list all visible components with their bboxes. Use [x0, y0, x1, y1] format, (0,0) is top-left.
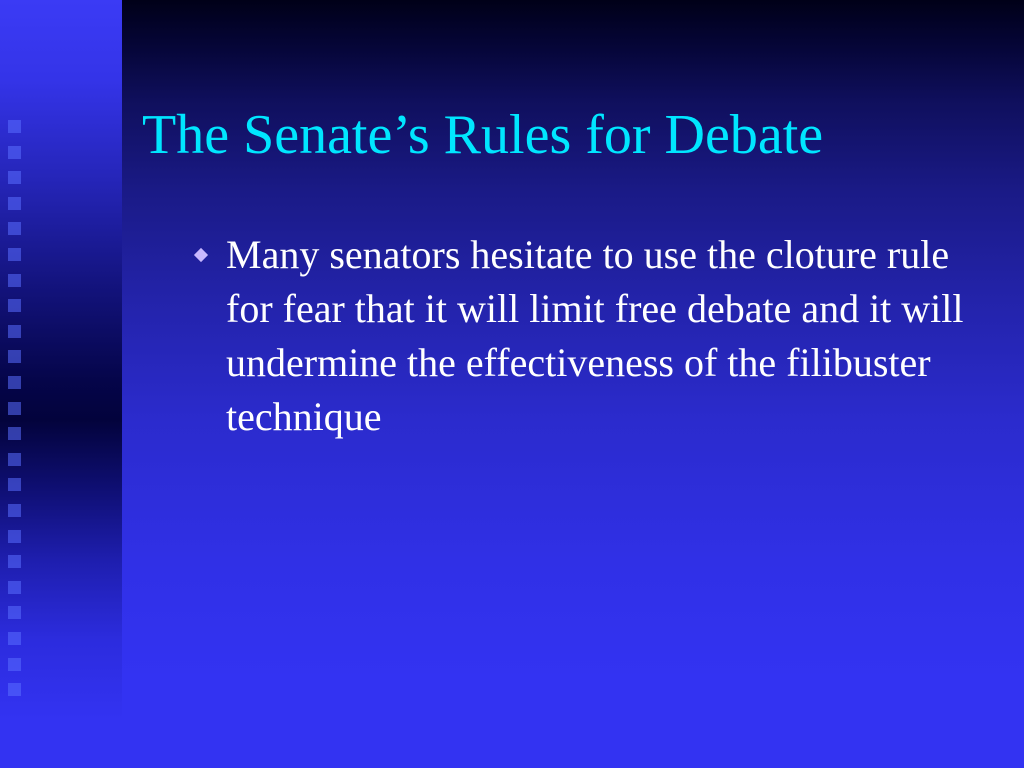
decorative-square — [8, 197, 21, 210]
decorative-square — [8, 248, 21, 261]
decorative-square — [8, 325, 21, 338]
bullet-item — [194, 228, 986, 444]
decorative-square — [8, 171, 21, 184]
decorative-square — [8, 606, 21, 619]
decorative-square — [8, 530, 21, 543]
decorative-square-grid — [8, 120, 120, 710]
decorative-square — [8, 274, 21, 287]
left-decorative-strip — [0, 0, 122, 768]
decorative-square — [8, 581, 21, 594]
decorative-square — [8, 453, 21, 466]
decorative-square — [8, 120, 21, 133]
decorative-square — [8, 299, 21, 312]
decorative-square — [8, 632, 21, 645]
decorative-square — [8, 478, 21, 491]
decorative-square — [8, 350, 21, 363]
decorative-square — [8, 402, 21, 415]
decorative-square — [8, 376, 21, 389]
bullet-text: Many senators hesitate to use the cloture rule for fear that it will limit free debate and it will undermine the effectiveness of the filibuster technique — [226, 232, 964, 439]
decorative-square — [8, 427, 21, 440]
decorative-square — [8, 658, 21, 671]
slide-title: The Senate’s Rules for Debate — [142, 104, 824, 166]
decorative-square — [8, 146, 21, 159]
diamond-bullet-icon — [194, 248, 208, 262]
decorative-square — [8, 683, 21, 696]
decorative-square — [8, 555, 21, 568]
decorative-square — [8, 222, 21, 235]
bullet-list — [194, 228, 994, 444]
decorative-square — [8, 504, 21, 517]
